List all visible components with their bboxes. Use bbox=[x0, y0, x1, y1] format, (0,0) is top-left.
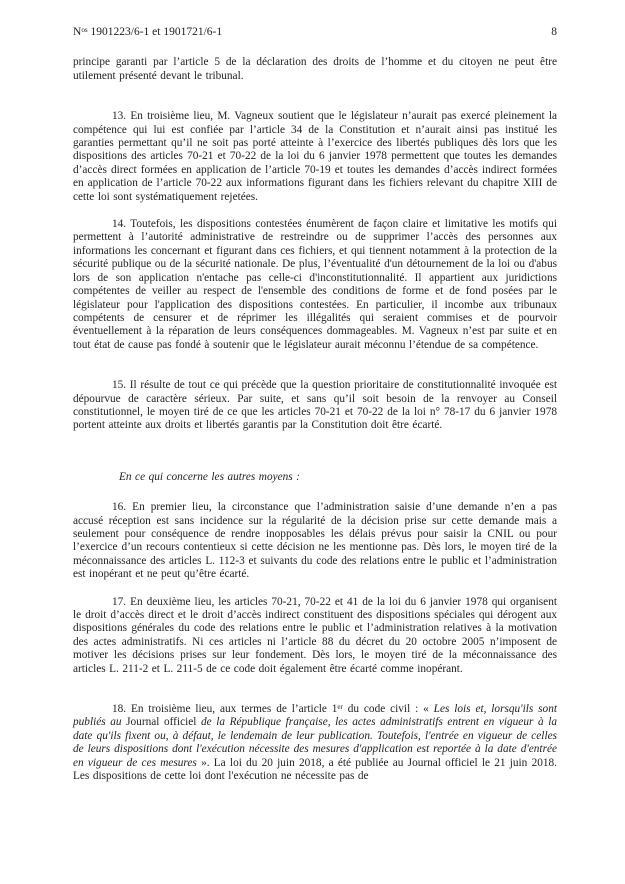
paragraph-continuation: principe garanti par l’article 5 de la déclaration des droits de l’homme et du citoyen ne peut être utilement présenté devant le tribunal. bbox=[73, 56, 557, 82]
case-numbers: $N^{os}$ 1901223/6-1 et 1901721/6-1 bbox=[73, 25, 223, 38]
page-header bbox=[73, 26, 557, 39]
document-body bbox=[73, 56, 557, 783]
paragraph-18: 18. En troisième lieu, aux termes de l’article 1er du code civil : « Les lois et, lorsqu'ils sont publiés au Journal officiel de la République française, les actes administratifs entrent en vigueur à la date qu'ils fixent ou, à défaut, le lendemain de leur publication. Toutefois, l'entrée en vigueur de celles de leurs dispositions dont l'exécution nécessite des mesures d'application est reportée à la date d'entrée en vigueur de ces mesures ». La loi du 20 juin 2018, a été publiée au Journal officiel le 21 juin 2018. Les dispositions de cette loi dont l'exécution ne nécessite pas de bbox=[73, 702, 557, 783]
paragraph-14: 14. Toutefois, les dispositions contestées énumèrent de façon claire et limitative les motifs qui permettent à l’autorité administrative de restreindre ou de supprimer l’accès des personnes aux informations les concernant et figurant dans ces fichiers, et qui tiennent notamment à la protection de la sécurité publique ou de la sécurité nationale. De plus, l’éventualité d'un détournement de la loi ou d'abus lors de son application n'entache pas celle-ci d'inconstitutionnalité. Il appartient aux juridictions compétentes de veiller au respect de l'ensemble des conditions de forme et de fond posées par le législateur pour l'application des dispositions contestées. En particulier, il incombe aux tribunaux compétents de censurer et de réprimer les illégalités qui seraient commises et de pourvoir éventuellement à la réparation de leurs conséquences dommageables. M. Vagneux n’est par suite et en tout état de cause pas fondé à soutenir que le législateur aurait méconnu l’étendue de sa compétence. bbox=[73, 218, 557, 351]
paragraph-13: 13. En troisième lieu, M. Vagneux soutient que le législateur n’aurait pas exercé pleinement la compétence qui lui est confiée par l’article 34 de la Constitution et n’aurait ainsi pas institué les garanties permettant qu’il ne soit pas porté atteinte à l’exercice des libertés publiques dès lors que les dispositions des articles 70-21 et 70-22 de la loi du 6 janvier 1978 permettent que toutes les demandes d’accès direct formées en application de l’article 70-19 et toutes les demandes d’accès indirect formées en application de l’article 70-22 aux informations figurant dans les fichiers relevant du chapitre XIII de cette loi sont systématiquement rejetées. bbox=[73, 110, 557, 203]
paragraph-17: 17. En deuxième lieu, les articles 70-21, 70-22 et 41 de la loi du 6 janvier 1978 qui organisent le droit d’accès direct et le droit d’accès indirect constituent des dispositions spéciales qui dérogent aux dispositions générales du code des relations entre le public et l’administration relatives à la motivation des actes administratifs. Ni ces articles ni l’article 88 du décret du 20 octobre 2005 n’imposent de motiver les décisions prises sur leur fondement. Dès lors, le moyen tiré de la méconnaissance des articles L. 211-2 et L. 211-5 de ce code doit également être écarté comme inopérant. bbox=[73, 595, 557, 675]
paragraph-16: 16. En premier lieu, la circonstance que l’administration saisie d’une demande n’en a pas accusé réception est sans incidence sur la régularité de la décision prise sur cette demande mais a seulement pour conséquence de rendre inopposables les délais prévus pour saisir la CNIL ou pour l’exercice d’un recours contentieux si cette décision ne les mentionne pas. Dès lors, le moyen tiré de la méconnaissance des articles L. 112-3 et suivants du code des relations entre le public et l’administration est inopérant et ne peut qu’être écarté. bbox=[73, 501, 557, 581]
page-number: 8 bbox=[551, 26, 557, 38]
section-heading-autres-moyens: En ce qui concerne les autres moyens : bbox=[119, 470, 300, 483]
paragraph-15: 15. Il résulte de tout ce qui précède que la question prioritaire de constitutionnalité invoquée est dépourvue de caractère sérieux. Par suite, et sans qu’il soit besoin de la renvoyer au Conseil constitutionnel, le moyen tiré de ce que les articles 70-21 et 70-22 de la loi n° 78-17 du 6 janvier 1978 portent atteinte aux droits et libertés garantis par la Constitution doit être écarté. bbox=[73, 379, 557, 432]
